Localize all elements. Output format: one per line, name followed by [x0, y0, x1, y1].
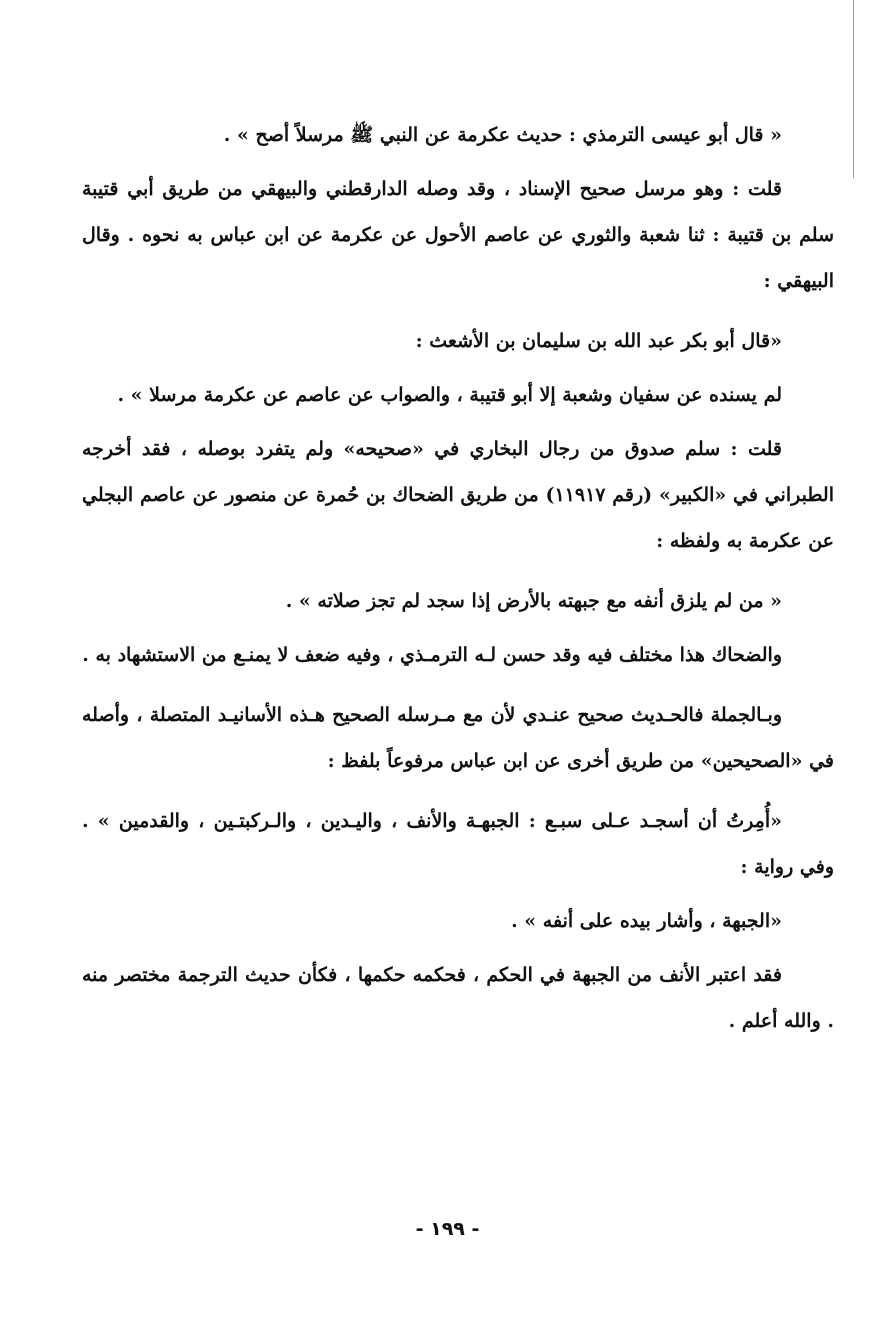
paragraph-conclusion: وبـالجملة فالحـديث صحيح عنـدي لأن مع مـرسله الصحيح هـذه الأسانيـد المتصلة ، وأصله في «الصحيحين» من طريق أخرى عن ابن عباس مرفوعاً بلفظ : — [82, 704, 834, 772]
page-edge-line — [853, 0, 854, 178]
paragraph-final-note: فقد اعتبر الأنف من الجبهة في الحكم ، فحكمه حكمها ، فكأن حديث الترجمة مختصر منه . والله أعلم . — [82, 964, 834, 1032]
quote-tirmidhi: « قال أبو عيسى الترمذي : حديث عكرمة عن النبي ﷺ مرسلاً أصح » . — [223, 124, 782, 146]
quote-tabarani-text: « من لم يلزق أنفه مع جبهته بالأرض إذا سجد لم تجز صلاته » . — [285, 590, 782, 612]
quote-seven-bones: «أُمِرتُ أن أسجـد عـلى سبـع : الجبهـة والأنف ، واليـدين ، والـركبتـين ، والقدمين » . وفي رواية : — [82, 810, 834, 878]
paragraph-salm-note: قلت : سلم صدوق من رجال البخاري في «صحيحه» ولم يتفرد بوصله ، فقد أخرجه الطبراني في «الكبير» (رقم ١١٩١٧) من طريق الضحاك بن حُمرة عن منصور عن عاصم البجلي عن عكرمة به ولفظه : — [82, 438, 834, 552]
page-number: - ١٩٩ - — [415, 1218, 480, 1240]
quote-forehead-nose: «الجبهة ، وأشار بيده على أنفه » . — [511, 910, 782, 932]
paragraph-dahhak-note: والضحاك هذا مختلف فيه وقد حسن لـه الترمـذي ، وفيه ضعف لا يمنـع من الاستشهاد به . — [82, 644, 782, 666]
paragraph-isnad-note: قلت : وهو مرسل صحيح الإسناد ، وقد وصله الدارقطني والبيهقي من طريق أبي قتيبة سلم بن قتيبة : ثنا شعبة والثوري عن عاصم الأحول عن عكرمة عن ابن عباس به نحوه . وقال البيهقي : — [82, 178, 834, 292]
quote-abu-bakr-body: لم يسنده عن سفيان وشعبة إلا أبو قتيبة ، والصواب عن عاصم عن عكرمة مرسلا » . — [117, 384, 782, 406]
page-body — [82, 112, 834, 1058]
quote-abu-bakr-intro: «قال أبو بكر عبد الله بن سليمان بن الأشعث : — [415, 330, 782, 352]
